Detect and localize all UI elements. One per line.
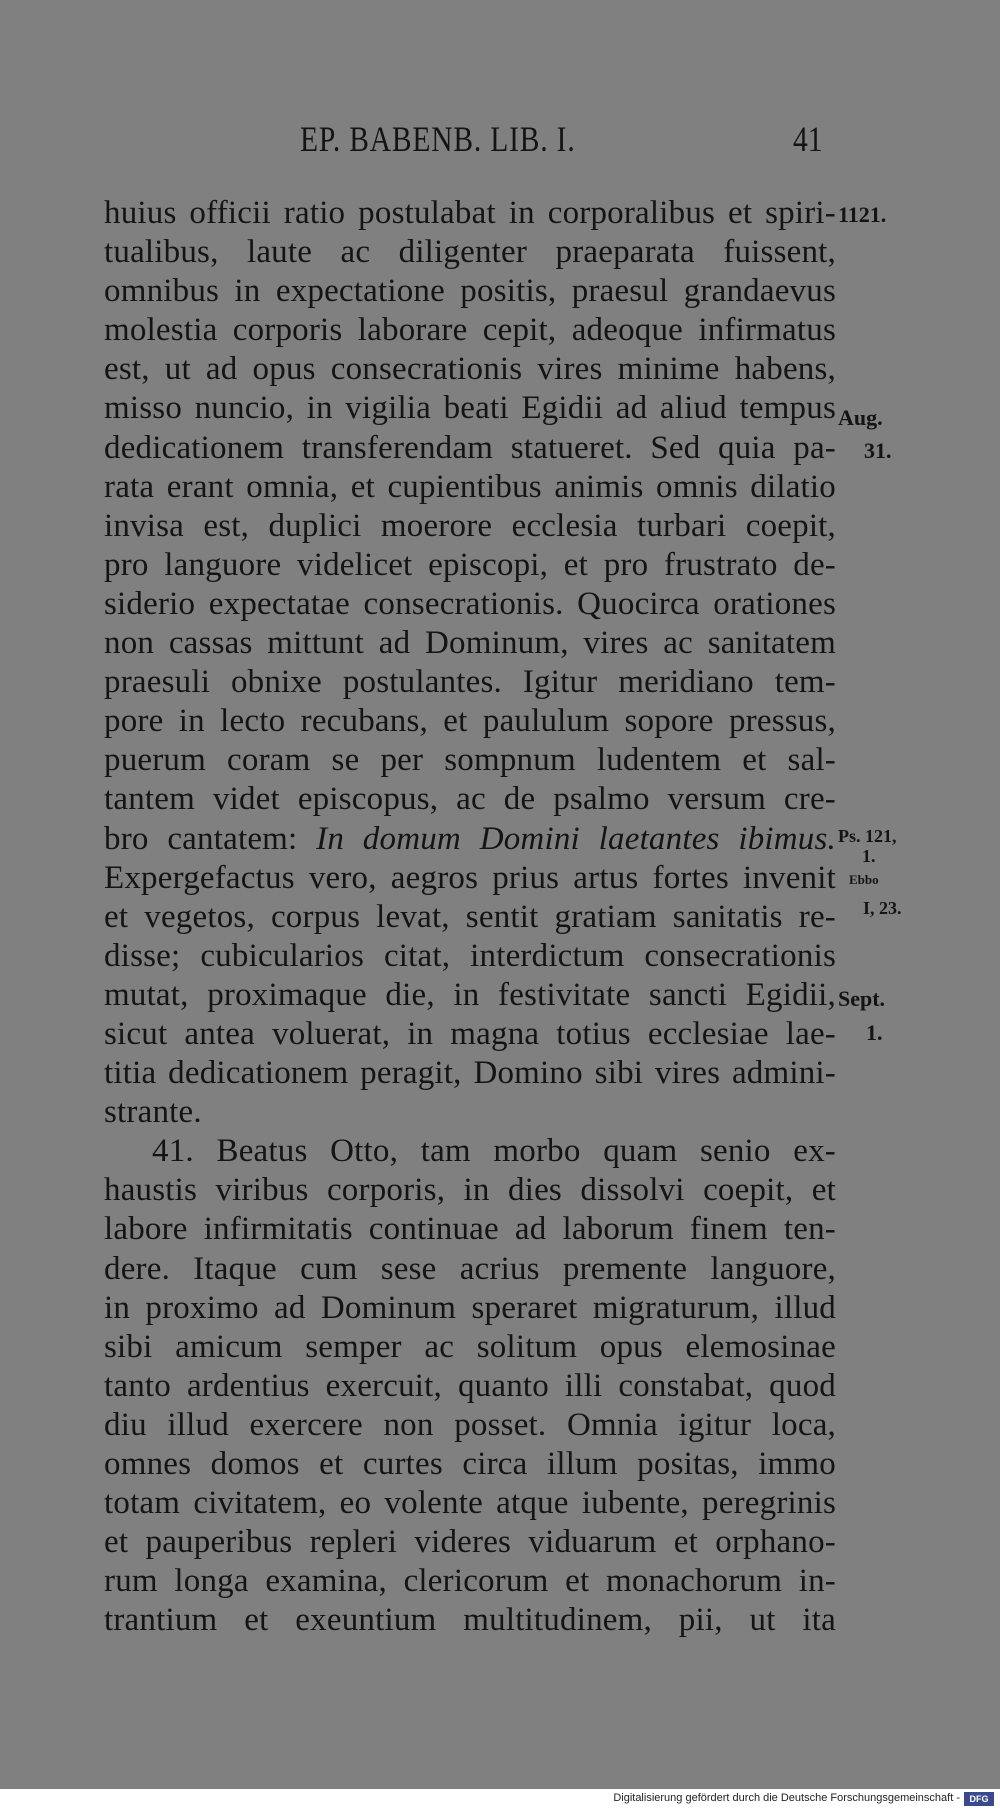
text-line: labore infirmitatis continuae ad laborum finem ten- xyxy=(104,1211,836,1248)
dfg-logo: DFG xyxy=(964,1792,994,1806)
text-line: pro languore videlicet episcopi, et pro frustrato de- xyxy=(104,546,836,583)
text-line: invisa est, duplici moerore ecclesia turbari coepit, xyxy=(104,507,836,544)
text-line: siderio expectatae consecrationis. Quocirca orationes xyxy=(104,585,836,622)
text-line-with-quote xyxy=(104,820,836,859)
text-line: puerum coram se per sompnum ludentem et sal- xyxy=(104,742,836,779)
margin-note-psalm: Ps. 121, xyxy=(838,826,897,846)
text-line: dedicationem transferendam statueret. Sed quia pa- xyxy=(104,429,836,466)
footer-bar xyxy=(0,1789,1000,1810)
text-line: haustis viribus corporis, in dies dissolvi coepit, et xyxy=(104,1172,836,1209)
margin-note-sept-day: 1. xyxy=(866,1020,883,1045)
text-line: non cassas mittunt ad Dominum, vires ac sanitatem xyxy=(104,625,836,662)
line-text: bro cantatem: xyxy=(104,820,298,857)
text-line: misso nuncio, in vigilia beati Egidii ad aliud tempus xyxy=(104,390,836,427)
text-line: trantium et exeuntium multitudinem, pii, ut ita xyxy=(104,1602,836,1639)
text-line: titia dedicationem peragit, Domino sibi vires admini- xyxy=(104,1055,836,1092)
text-line: diu illud exercere non posset. Omnia igitur loca, xyxy=(104,1406,836,1443)
running-title: EP. BABENB. LIB. I. xyxy=(300,119,576,159)
text-line: est, ut ad opus consecrationis vires minime habens, xyxy=(104,351,836,388)
funding-credit: Digitalisierung gefördert durch die Deutsche Forschungsgemeinschaft - xyxy=(613,1792,960,1804)
text-line: sibi amicum semper ac solitum opus elemosinae xyxy=(104,1328,836,1365)
text-line: praesuli obnixe postulantes. Igitur meridiano tem- xyxy=(104,664,836,701)
text-line: tantem videt episcopus, ac de psalmo versum cre- xyxy=(104,781,836,818)
text-line: Expergefactus vero, aegros prius artus fortes invenit xyxy=(104,859,836,896)
text-line: molestia corporis laborare cepit, adeoque infirmatus xyxy=(104,312,836,349)
text-line: disse; cubicularios citat, interdictum consecrationis xyxy=(104,937,836,974)
text-line: in proximo ad Dominum speraret migraturum, illud xyxy=(104,1289,836,1326)
margin-note-ebbo: Ebbo xyxy=(849,872,879,887)
text-line: huius officii ratio postulabat in corporalibus et spiri- xyxy=(104,195,836,231)
text-line: omnibus in expectatione positis, praesul grandaevus xyxy=(104,273,836,310)
psalm-quote: In domum Domini laetantes ibimus. xyxy=(316,820,836,857)
margin-note-psalm-verse: 1. xyxy=(862,846,876,866)
margin-note-sept: Sept. xyxy=(838,986,886,1011)
margin-note-ebbo-ref: I, 23. xyxy=(863,898,902,918)
text-line: dere. Itaque cum sese acrius premente languore, xyxy=(104,1250,836,1287)
text-line: rata erant omnia, et cupientibus animis omnis dilatio xyxy=(104,468,836,505)
margin-note-year: 1121. xyxy=(838,202,887,227)
margin-note-aug-day: 31. xyxy=(864,438,892,463)
text-line: tualibus, laute ac diligenter praeparata fuissent, xyxy=(104,234,836,271)
text-line: rum longa examina, clericorum et monachorum in- xyxy=(104,1563,836,1600)
margin-note-aug: Aug. xyxy=(838,405,883,430)
text-line: tanto ardentius exercuit, quanto illi constabat, quod xyxy=(104,1367,836,1404)
text-line: strante. xyxy=(104,1094,202,1131)
body-text xyxy=(104,194,836,1640)
text-line: sicut antea voluerat, in magna totius ecclesiae lae- xyxy=(104,1015,836,1052)
text-line: totam civitatem, eo volente atque iubente, peregrinis xyxy=(104,1485,836,1522)
paragraph-start-line: 41. Beatus Otto, tam morbo quam senio ex- xyxy=(152,1133,836,1170)
text-line: pore in lecto recubans, et paululum sopore pressus, xyxy=(104,703,836,740)
text-line: et vegetos, corpus levat, sentit gratiam sanitatis re- xyxy=(104,898,836,935)
text-line: omnes domos et curtes circa illum positas, immo xyxy=(104,1446,836,1482)
text-line: et pauperibus repleri videres viduarum et orphano- xyxy=(104,1524,836,1561)
text-line: mutat, proximaque die, in festivitate sancti Egidii, xyxy=(104,976,836,1013)
page-header xyxy=(0,118,1000,168)
page-number: 41 xyxy=(793,119,823,159)
